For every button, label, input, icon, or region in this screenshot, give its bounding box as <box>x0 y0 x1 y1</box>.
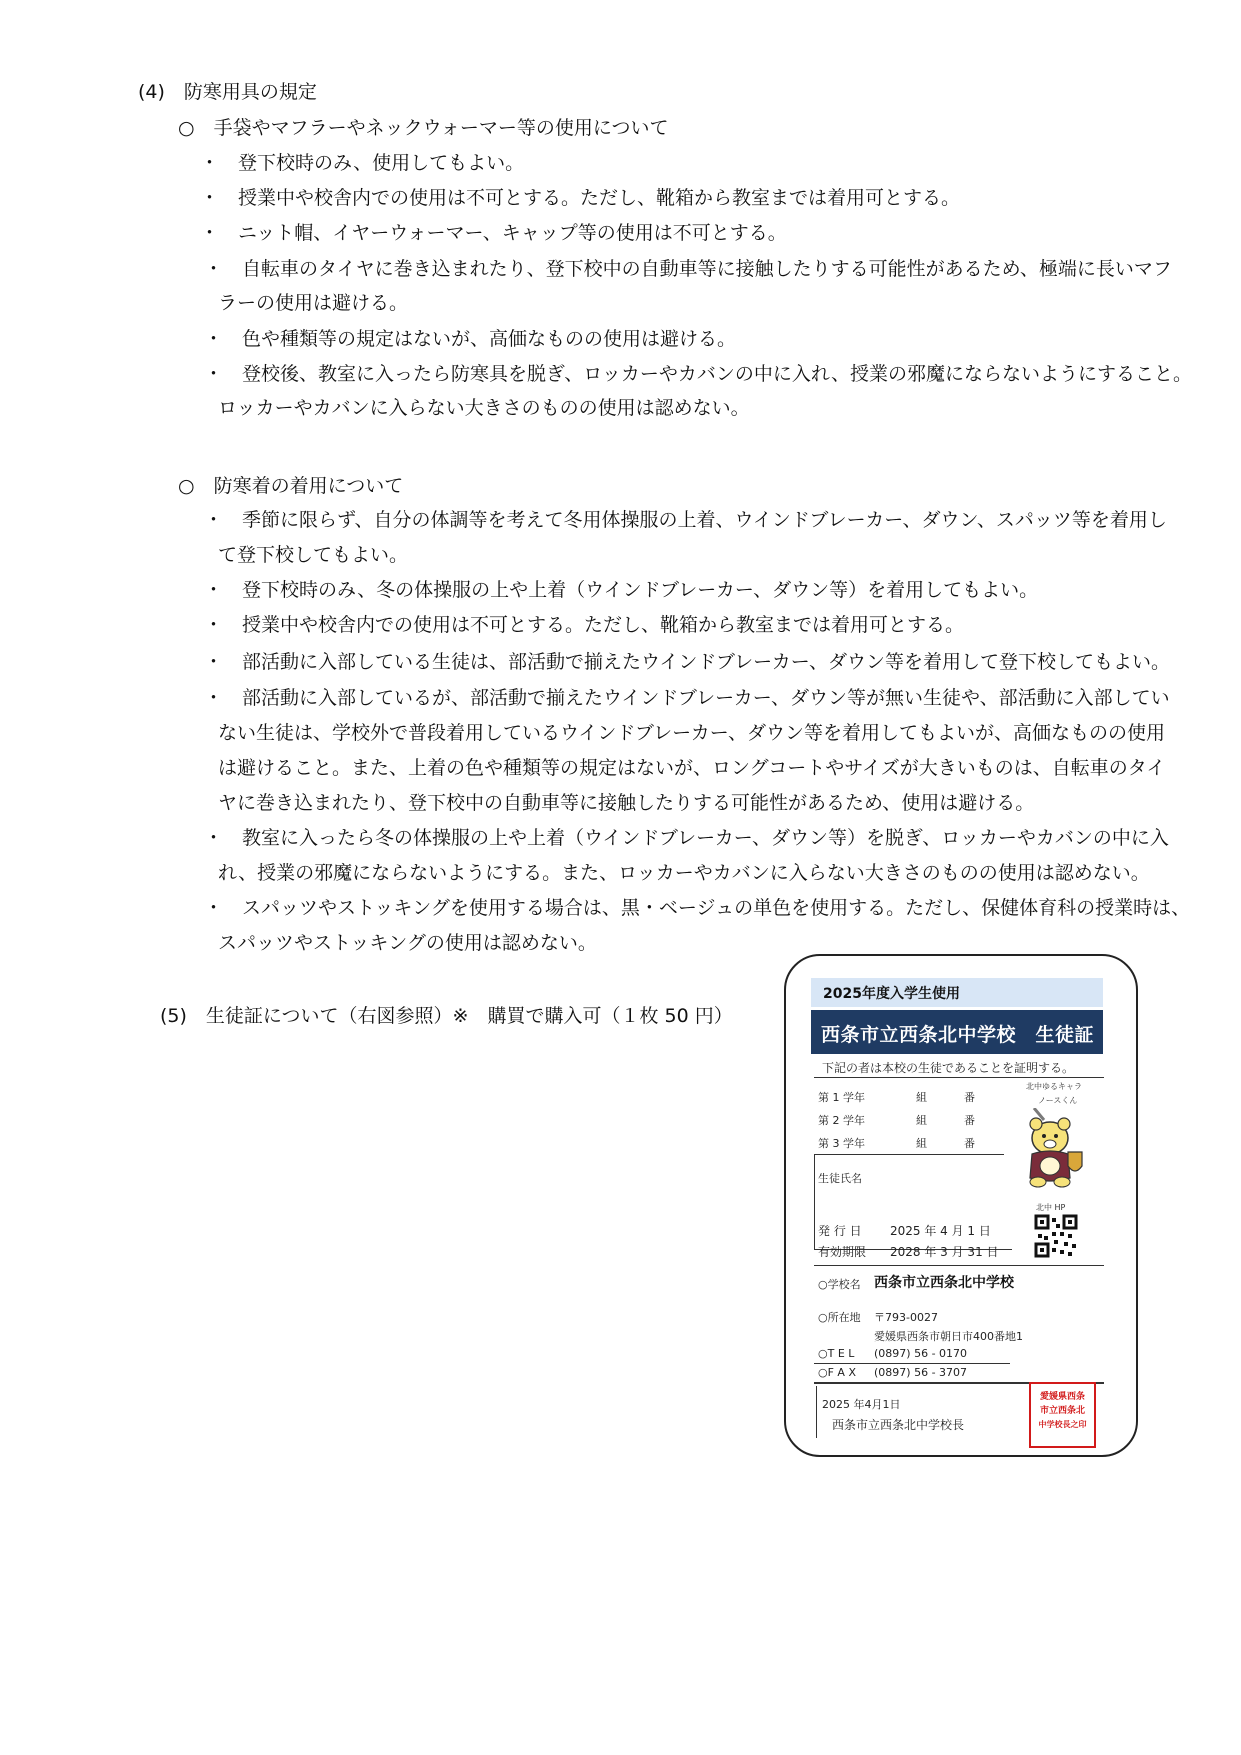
grade-3-label: 第 3 学年 <box>818 1137 865 1150</box>
gloves-rule-6-cont: ロッカーやカバンに入らない大きさのものの使用は認めない。 <box>218 397 750 419</box>
school-hp-label: 北中 HP <box>1036 1203 1066 1212</box>
gloves-rule-4-cont: ラーの使用は避ける。 <box>218 292 409 314</box>
coats-rule-5-cont-2: は避けること。また、上着の色や種類等の規定はないが、ロングコートやサイズが大きいものは、自転車のタイ <box>218 757 1166 779</box>
subsection-gloves-title: ○ 手袋やマフラーやネックウォーマー等の使用について <box>178 117 669 139</box>
qr-code-icon <box>1034 1214 1078 1258</box>
grade-1-ban: 番 <box>964 1091 975 1104</box>
card-certify-text: 下記の者は本校の生徒であることを証明する。 <box>822 1061 1075 1075</box>
grade-2-kumi: 組 <box>916 1114 927 1127</box>
section-5-student-id-text: (5) 生徒証について（右図参照）※ 購買で購入可（１枚 50 円） <box>160 1005 733 1027</box>
grade-3-ban: 番 <box>964 1137 975 1150</box>
gloves-rule-2: ・ 授業中や校舎内での使用は不可とする。ただし、靴箱から教室までは着用可とする。 <box>200 187 961 209</box>
mascot-caption-1: 北中ゆるキャラ <box>1026 1082 1082 1091</box>
address-value: 愛媛県西条市朝日市400番地1 <box>874 1330 1023 1343</box>
subsection-coats-title: ○ 防寒着の着用について <box>178 475 404 497</box>
coats-rule-7: ・ スパッツやストッキングを使用する場合は、黒・ベージュの単色を使用する。ただし、保健体育科の授業時は、 <box>204 897 1191 919</box>
coats-rule-4: ・ 部活動に入部している生徒は、部活動で揃えたウインドブレーカー、ダウン等を着用して登下校してもよい。 <box>204 651 1170 673</box>
principal-name: 西条市立西条北中学校長 <box>832 1418 965 1432</box>
gloves-rule-1: ・ 登下校時のみ、使用してもよい。 <box>200 152 525 174</box>
card-title-banner <box>811 1010 1103 1054</box>
name-box-left-line <box>814 1154 815 1249</box>
issue-date-value: 2025 年 4 月 1 日 <box>890 1224 991 1238</box>
sign-box-left-line <box>816 1386 817 1438</box>
grade-1-kumi: 組 <box>916 1091 927 1104</box>
issue-date-label: 発 行 日 <box>818 1224 862 1238</box>
stamp-line-2: 市立西条北 <box>1039 1406 1085 1416</box>
fax-label: ○F A X <box>818 1366 856 1379</box>
dates-divider <box>814 1265 1104 1266</box>
stamp-line-3: 中学校長之印 <box>1038 1420 1087 1429</box>
school-name-value: 西条市立西条北中学校 <box>874 1275 1014 1291</box>
sign-date: 2025 年4月1日 <box>822 1398 901 1411</box>
card-title: 西条市立西条北中学校 生徒証 <box>821 1024 1095 1046</box>
tel-divider <box>814 1363 1010 1364</box>
gloves-rule-5: ・ 色や種類等の規定はないが、高価なものの使用は避ける。 <box>204 328 737 350</box>
gloves-rule-4: ・ 自転車のタイヤに巻き込まれたり、登下校中の自動車等に接触したりする可能性があるため、極端に長いマフ <box>204 258 1172 280</box>
gloves-rule-3: ・ ニット帽、イヤーウォーマー、キャップ等の使用は不可とする。 <box>200 222 787 244</box>
grade-2-label: 第 2 学年 <box>818 1114 865 1127</box>
coats-rule-6-cont: れ、授業の邪魔にならないようにする。また、ロッカーやカバンに入らない大きさのものの使用は認めない。 <box>218 862 1150 884</box>
tel-value: (0897) 56 - 0170 <box>874 1347 968 1360</box>
school-name-label: ○学校名 <box>818 1278 861 1291</box>
grade-2-ban: 番 <box>964 1114 975 1127</box>
coats-rule-6: ・ 教室に入ったら冬の体操服の上や上着（ウインドブレーカー、ダウン等）を脱ぎ、ロッカーやカバンの中に入 <box>204 827 1169 849</box>
coats-rule-1: ・ 季節に限らず、自分の体調等を考えて冬用体操服の上着、ウインドブレーカー、ダウン、スパッツ等を着用し <box>204 509 1167 531</box>
section-4-heading: (4) 防寒用具の規定 <box>138 81 317 103</box>
expiry-date-label: 有効期限 <box>818 1245 867 1259</box>
stamp-line-1: 愛媛県西条 <box>1039 1392 1085 1402</box>
coats-rule-3: ・ 授業中や校舎内での使用は不可とする。ただし、靴箱から教室までは着用可とする。 <box>204 614 965 636</box>
address-label: ○所在地 <box>818 1311 861 1324</box>
grade-divider <box>814 1154 1004 1155</box>
card-year-label: 2025年度入学生使用 <box>823 986 960 1002</box>
coats-rule-2: ・ 登下校時のみ、冬の体操服の上や上着（ウインドブレーカー、ダウン等）を着用してもよい。 <box>204 579 1039 601</box>
coats-rule-1-cont: て登下校してもよい。 <box>218 544 409 566</box>
gloves-rule-6: ・ 登校後、教室に入ったら防寒具を脱ぎ、ロッカーやカバンの中に入れ、授業の邪魔にならないようにすること。 <box>204 363 1193 385</box>
coats-rule-5-cont-3: ヤに巻き込まれたり、登下校中の自動車等に接触したりする可能性があるため、使用は避ける。 <box>218 792 1035 814</box>
student-name-label: 生徒氏名 <box>818 1172 862 1185</box>
fax-value: (0897) 56 - 3707 <box>874 1366 968 1379</box>
official-stamp <box>1029 1382 1096 1448</box>
postal-code: 〒793-0027 <box>874 1311 938 1324</box>
student-id-card <box>784 954 1138 1457</box>
mascot-image <box>1016 1108 1090 1190</box>
grade-1-label: 第 1 学年 <box>818 1091 865 1104</box>
grade-3-kumi: 組 <box>916 1137 927 1150</box>
coats-rule-7-cont: スパッツやストッキングの使用は認めない。 <box>218 932 597 954</box>
coats-rule-5: ・ 部活動に入部しているが、部活動で揃えたウインドブレーカー、ダウン等が無い生徒や、部活動に入部してい <box>204 687 1170 709</box>
card-year-banner <box>811 978 1103 1007</box>
coats-rule-5-cont-1: ない生徒は、学校外で普段着用しているウインドブレーカー、ダウン等を着用してもよいが、高価なものの使用 <box>218 722 1165 744</box>
expiry-date-value: 2028 年 3 月 31 日 <box>890 1245 999 1259</box>
tel-label: ○T E L <box>818 1347 855 1360</box>
mascot-caption-2: ノースくん <box>1038 1096 1078 1105</box>
card-divider-top <box>814 1077 1104 1078</box>
